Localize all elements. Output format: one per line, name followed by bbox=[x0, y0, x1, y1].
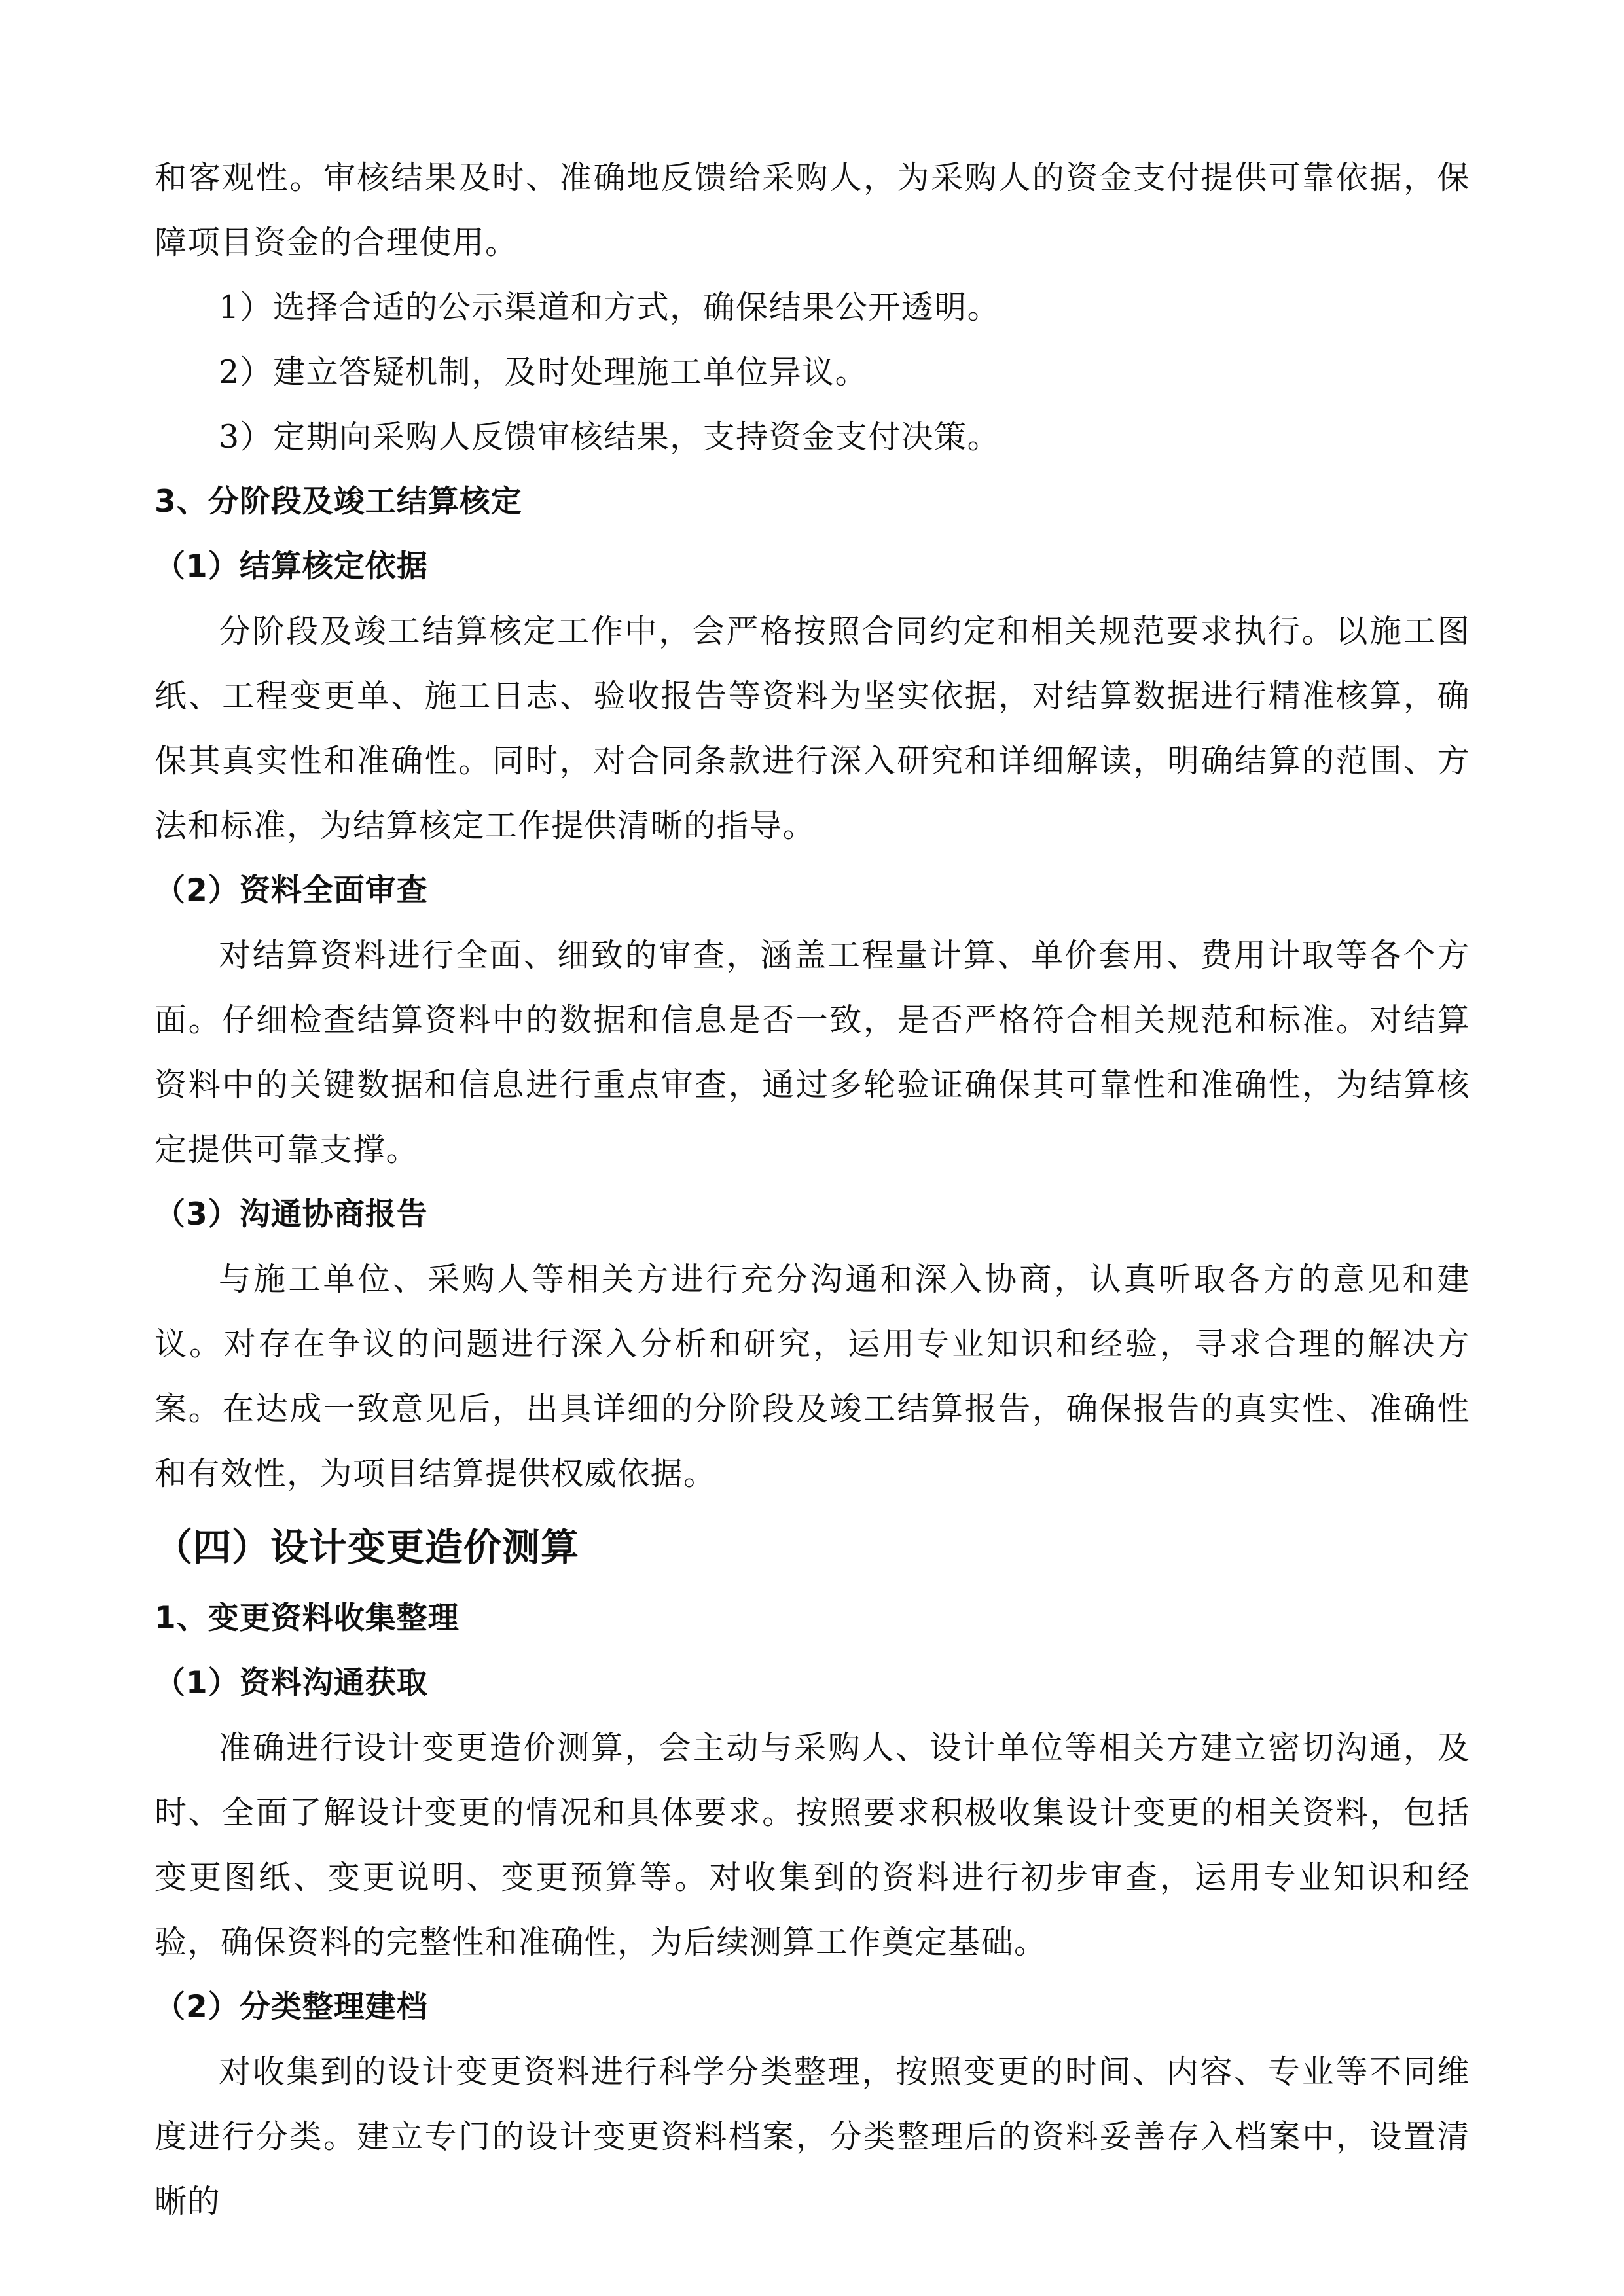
section-heading: 3、分阶段及竣工结算核定 bbox=[154, 484, 522, 520]
subsection-heading: （3）沟通协商报告 bbox=[154, 1196, 428, 1232]
list-item: 3）定期向采购人反馈审核结果，支持资金支付决策。 bbox=[219, 418, 1001, 456]
chapter-heading: （四）设计变更造价测算 bbox=[154, 1525, 580, 1570]
paragraph: 准确进行设计变更造价测算，会主动与采购人、设计单位等相关方建立密切沟通，及时、全面了解设计变更的情况和具体要求。按照要求积极收集设计变更的相关资料，包括变更图纸、变更说明、变更预算等。对收集到的资料进行初步审查，运用专业知识和经验，确保资料的完整性和准确性，为后续测算工作奠定基础。 bbox=[154, 1729, 1470, 1961]
subsection-heading: （2）分类整理建档 bbox=[154, 1989, 428, 2025]
paragraph: 与施工单位、采购人等相关方进行充分沟通和深入协商，认真听取各方的意见和建议。对存在争议的问题进行深入分析和研究，运用专业知识和经验，寻求合理的解决方案。在达成一致意见后，出具详细的分阶段及竣工结算报告，确保报告的真实性、准确性和有效性，为项目结算提供权威依据。 bbox=[154, 1261, 1470, 1492]
section-heading: 1、变更资料收集整理 bbox=[154, 1600, 460, 1636]
paragraph: 和客观性。审核结果及时、准确地反馈给采购人，为采购人的资金支付提供可靠依据，保障项目资金的合理使用。 bbox=[154, 159, 1470, 261]
list-item: 2）建立答疑机制，及时处理施工单位异议。 bbox=[219, 353, 869, 391]
subsection-heading: （1）结算核定依据 bbox=[154, 548, 428, 584]
subsection-heading: （2）资料全面审查 bbox=[154, 872, 428, 908]
paragraph: 对结算资料进行全面、细致的审查，涵盖工程量计算、单价套用、费用计取等各个方面。仔细检查结算资料中的数据和信息是否一致，是否严格符合相关规范和标准。对结算资料中的关键数据和信息进行重点审查，通过多轮验证确保其可靠性和准确性，为结算核定提供可靠支撑。 bbox=[154, 937, 1470, 1168]
document-body bbox=[154, 145, 1470, 2234]
paragraph: 对收集到的设计变更资料进行科学分类整理，按照变更的时间、内容、专业等不同维度进行分类。建立专门的设计变更资料档案，分类整理后的资料妥善存入档案中，设置清晰的 bbox=[154, 2053, 1470, 2220]
subsection-heading: （1）资料沟通获取 bbox=[154, 1665, 428, 1701]
paragraph: 分阶段及竣工结算核定工作中，会严格按照合同约定和相关规范要求执行。以施工图纸、工程变更单、施工日志、验收报告等资料为坚实依据，对结算数据进行精准核算，确保其真实性和准确性。同时，对合同条款进行深入研究和详细解读，明确结算的范围、方法和标准，为结算核定工作提供清晰的指导。 bbox=[154, 613, 1470, 844]
list-item: 1）选择合适的公示渠道和方式，确保结果公开透明。 bbox=[219, 289, 1001, 326]
